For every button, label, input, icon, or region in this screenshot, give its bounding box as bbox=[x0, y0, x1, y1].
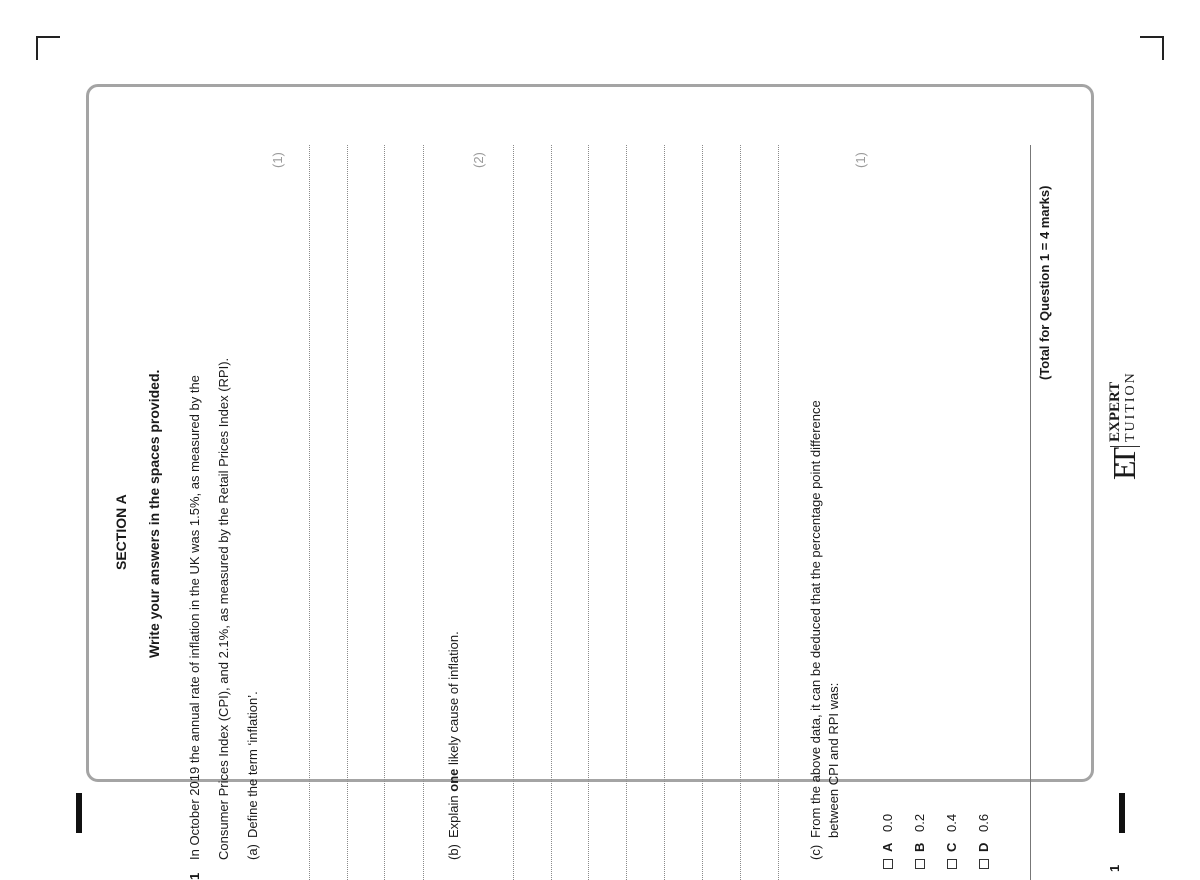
answer-line[interactable] bbox=[384, 145, 385, 880]
option-c-value: 0.4 bbox=[944, 813, 959, 832]
answer-line[interactable] bbox=[626, 145, 627, 880]
option-b-checkbox[interactable] bbox=[915, 859, 925, 869]
answer-line[interactable] bbox=[309, 145, 310, 880]
answer-line[interactable] bbox=[740, 145, 741, 880]
option-a-checkbox[interactable] bbox=[883, 859, 893, 869]
part-a-marks: (1) bbox=[270, 152, 285, 168]
part-c-marks: (1) bbox=[853, 152, 868, 168]
question-total: (Total for Question 1 = 4 marks) bbox=[1037, 185, 1052, 380]
option-d-letter: D bbox=[976, 842, 991, 852]
part-c-line1: From the above data, it can be deduced that the percentage point difference bbox=[808, 400, 823, 838]
part-a-label: (a) bbox=[245, 844, 260, 860]
question-stem-line2: Consumer Prices Index (CPI), and 2.1%, as measured by the Retail Prices Index (RPI). bbox=[216, 357, 231, 860]
crop-mark bbox=[36, 36, 38, 60]
logo-word-expert: EXPERT bbox=[1107, 381, 1123, 442]
option-b-value: 0.2 bbox=[912, 813, 927, 832]
question-stem-line1: In October 2019 the annual rate of inflation in the UK was 1.5%, as measured by the bbox=[187, 375, 202, 860]
instruction: Write your answers in the spaces provided. bbox=[146, 369, 162, 658]
rotated-page bbox=[90, 152, 1142, 880]
divider bbox=[1030, 145, 1031, 880]
answer-line[interactable] bbox=[702, 145, 703, 880]
part-b-text-bold: one bbox=[446, 768, 461, 792]
answer-line[interactable] bbox=[588, 145, 589, 880]
answer-line[interactable] bbox=[513, 145, 514, 880]
section-title: SECTION A bbox=[113, 494, 129, 570]
crop-mark bbox=[36, 36, 60, 38]
registration-bar bbox=[76, 793, 82, 833]
option-a-value: 0.0 bbox=[880, 813, 895, 832]
part-b-text bbox=[446, 631, 462, 838]
option-d-value: 0.6 bbox=[976, 813, 991, 832]
part-b-text-after: likely cause of inflation. bbox=[446, 631, 461, 765]
logo-divider bbox=[1110, 446, 1140, 447]
registration-bar bbox=[1119, 793, 1125, 833]
option-c-letter: C bbox=[944, 842, 959, 852]
logo-mark-icon: ET bbox=[1106, 452, 1142, 480]
option-d-checkbox[interactable] bbox=[979, 859, 989, 869]
logo-word-tuition: TUITION bbox=[1123, 371, 1138, 442]
answer-line[interactable] bbox=[347, 145, 348, 880]
crop-mark bbox=[1162, 36, 1164, 60]
part-c-label: (c) bbox=[808, 844, 823, 860]
part-b-label: (b) bbox=[446, 844, 461, 860]
option-b-letter: B bbox=[912, 842, 927, 852]
answer-line[interactable] bbox=[778, 145, 779, 880]
question-number: 1 bbox=[187, 872, 202, 880]
answer-line[interactable] bbox=[423, 145, 424, 880]
answer-line[interactable] bbox=[551, 145, 552, 880]
part-b-marks: (2) bbox=[471, 152, 486, 168]
crop-mark bbox=[1140, 36, 1164, 38]
option-a-letter: A bbox=[880, 842, 895, 852]
part-c-line2: between CPI and RPI was: bbox=[826, 682, 841, 838]
answer-line[interactable] bbox=[664, 145, 665, 880]
option-c-checkbox[interactable] bbox=[947, 859, 957, 869]
page-number: 1 bbox=[1107, 864, 1122, 872]
part-a-text: Define the term ‘inflation’. bbox=[245, 691, 260, 838]
part-b-text-before: Explain bbox=[446, 795, 461, 838]
